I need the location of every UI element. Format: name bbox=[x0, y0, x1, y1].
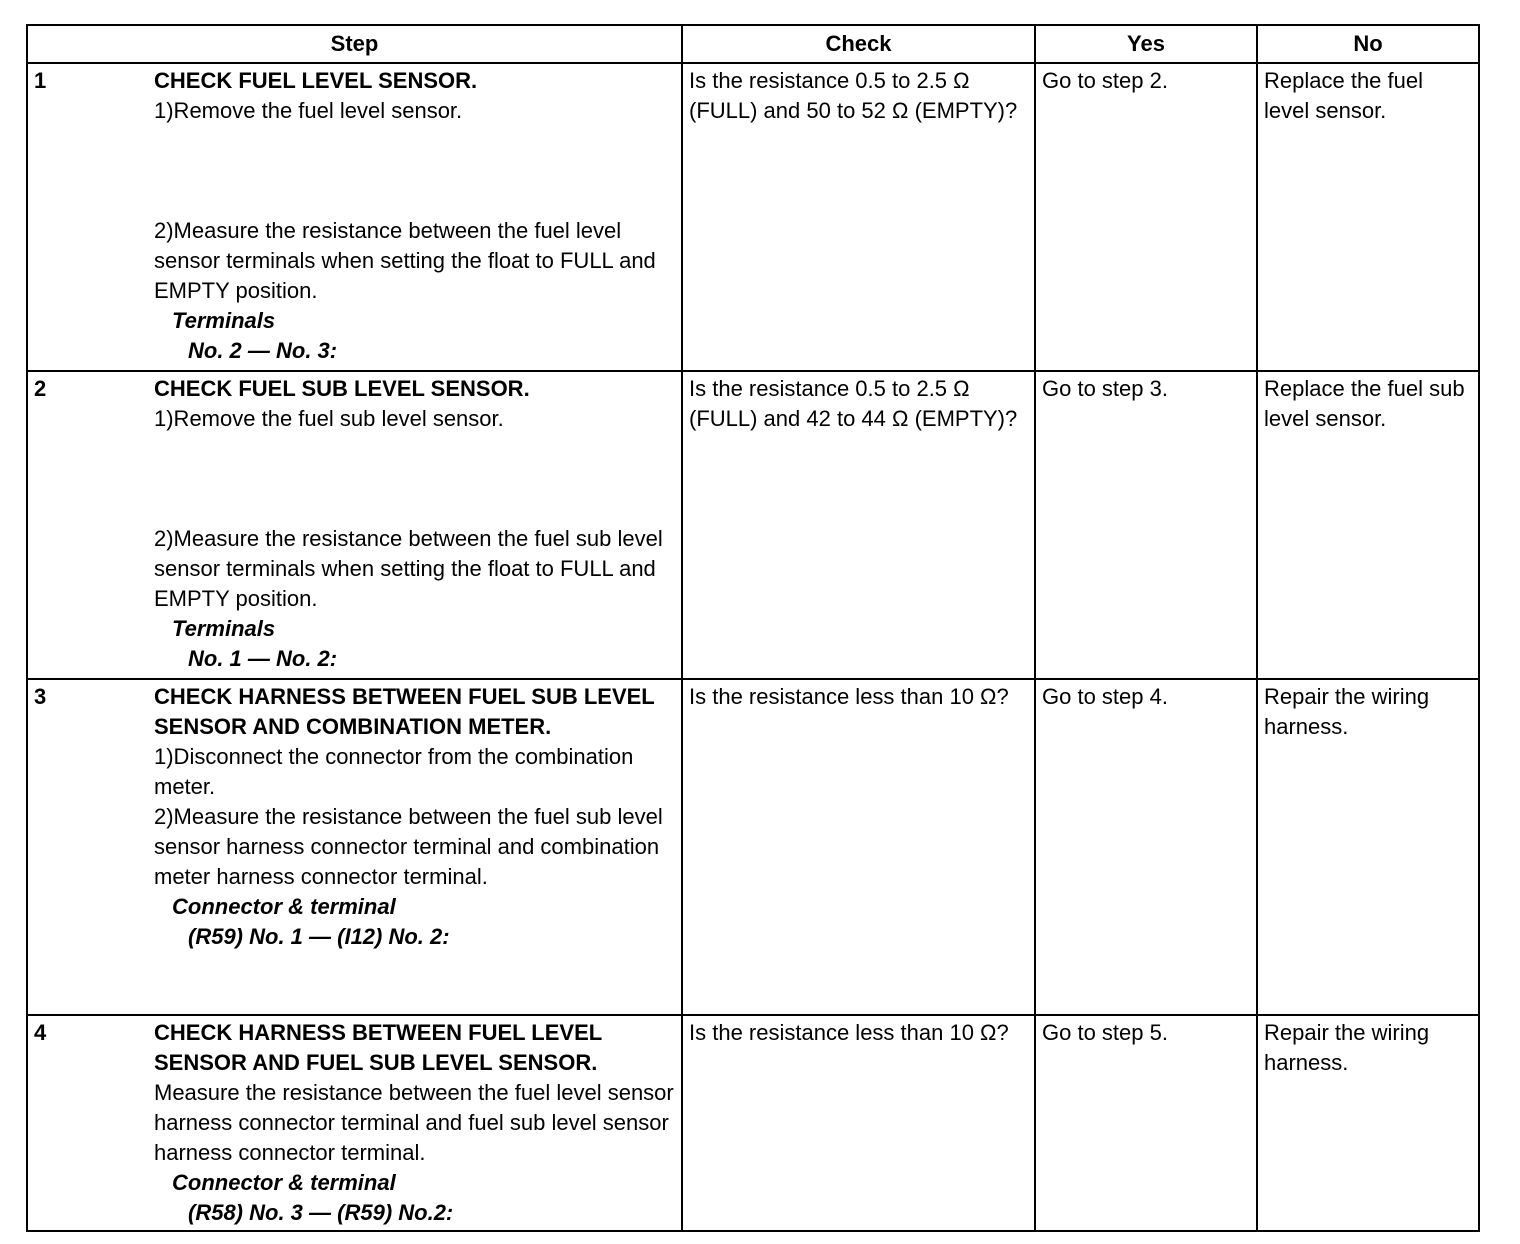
spec-label: Terminals bbox=[172, 308, 276, 333]
step-instruction: 2)Measure the resistance between the fuel sub level sensor harness connector terminal and combination meter harness connector terminal. bbox=[154, 804, 663, 889]
step-instruction: 1)Remove the fuel level sensor. bbox=[154, 98, 463, 123]
yes-cell: Go to step 3. bbox=[1035, 371, 1257, 679]
step-instruction: Measure the resistance between the fuel level sensor harness connector terminal and fuel sub level sensor harness connector terminal. bbox=[154, 1080, 674, 1165]
table-row bbox=[27, 1015, 1479, 1231]
step-instruction: 2)Measure the resistance between the fuel level sensor terminals when setting the float to FULL and EMPTY position. bbox=[154, 218, 656, 303]
step-cell bbox=[27, 63, 682, 371]
step-cell bbox=[27, 679, 682, 1015]
step-cell bbox=[27, 1015, 682, 1231]
spec-value: No. 1 — No. 2: bbox=[188, 646, 338, 671]
table-row bbox=[27, 371, 1479, 679]
no-cell: Replace the fuel sub level sensor. bbox=[1257, 371, 1479, 679]
step-number: 2 bbox=[34, 376, 47, 401]
check-cell: Is the resistance 0.5 to 2.5 Ω (FULL) and 42 to 44 Ω (EMPTY)? bbox=[682, 371, 1035, 679]
header-check: Check bbox=[682, 25, 1035, 63]
spec-value: (R59) No. 1 — (I12) No. 2: bbox=[188, 924, 450, 949]
spec-value: (R58) No. 3 — (R59) No.2: bbox=[188, 1200, 454, 1225]
diagnostic-table bbox=[26, 24, 1480, 1232]
spec-value: No. 2 — No. 3: bbox=[188, 338, 338, 363]
no-cell: Replace the fuel level sensor. bbox=[1257, 63, 1479, 371]
yes-cell: Go to step 2. bbox=[1035, 63, 1257, 371]
step-instruction: 1)Disconnect the connector from the combination meter. bbox=[154, 744, 634, 799]
step-instruction: 2)Measure the resistance between the fuel sub level sensor terminals when setting the float to FULL and EMPTY position. bbox=[154, 526, 663, 611]
header-row bbox=[27, 25, 1479, 63]
step-title: CHECK FUEL SUB LEVEL SENSOR. bbox=[154, 376, 530, 401]
spec-label: Connector & terminal bbox=[172, 894, 396, 919]
check-cell: Is the resistance less than 10 Ω? bbox=[682, 1015, 1035, 1231]
no-cell: Repair the wiring harness. bbox=[1257, 1015, 1479, 1231]
spec-label: Connector & terminal bbox=[172, 1170, 396, 1195]
spec-label: Terminals bbox=[172, 616, 276, 641]
no-cell: Repair the wiring harness. bbox=[1257, 679, 1479, 1015]
step-number: 4 bbox=[34, 1020, 47, 1045]
header-no: No bbox=[1257, 25, 1479, 63]
header-step: Step bbox=[27, 25, 682, 63]
table-row bbox=[27, 63, 1479, 371]
check-cell: Is the resistance less than 10 Ω? bbox=[682, 679, 1035, 1015]
step-cell bbox=[27, 371, 682, 679]
step-number: 3 bbox=[34, 684, 47, 709]
table-row bbox=[27, 679, 1479, 1015]
yes-cell: Go to step 5. bbox=[1035, 1015, 1257, 1231]
step-title: CHECK FUEL LEVEL SENSOR. bbox=[154, 68, 478, 93]
step-title: CHECK HARNESS BETWEEN FUEL SUB LEVEL SENSOR AND COMBINATION METER. bbox=[154, 684, 655, 739]
check-cell: Is the resistance 0.5 to 2.5 Ω (FULL) and 50 to 52 Ω (EMPTY)? bbox=[682, 63, 1035, 371]
step-instruction: 1)Remove the fuel sub level sensor. bbox=[154, 406, 504, 431]
yes-cell: Go to step 4. bbox=[1035, 679, 1257, 1015]
step-number: 1 bbox=[34, 68, 47, 93]
step-title: CHECK HARNESS BETWEEN FUEL LEVEL SENSOR AND FUEL SUB LEVEL SENSOR. bbox=[154, 1020, 602, 1075]
header-yes: Yes bbox=[1035, 25, 1257, 63]
